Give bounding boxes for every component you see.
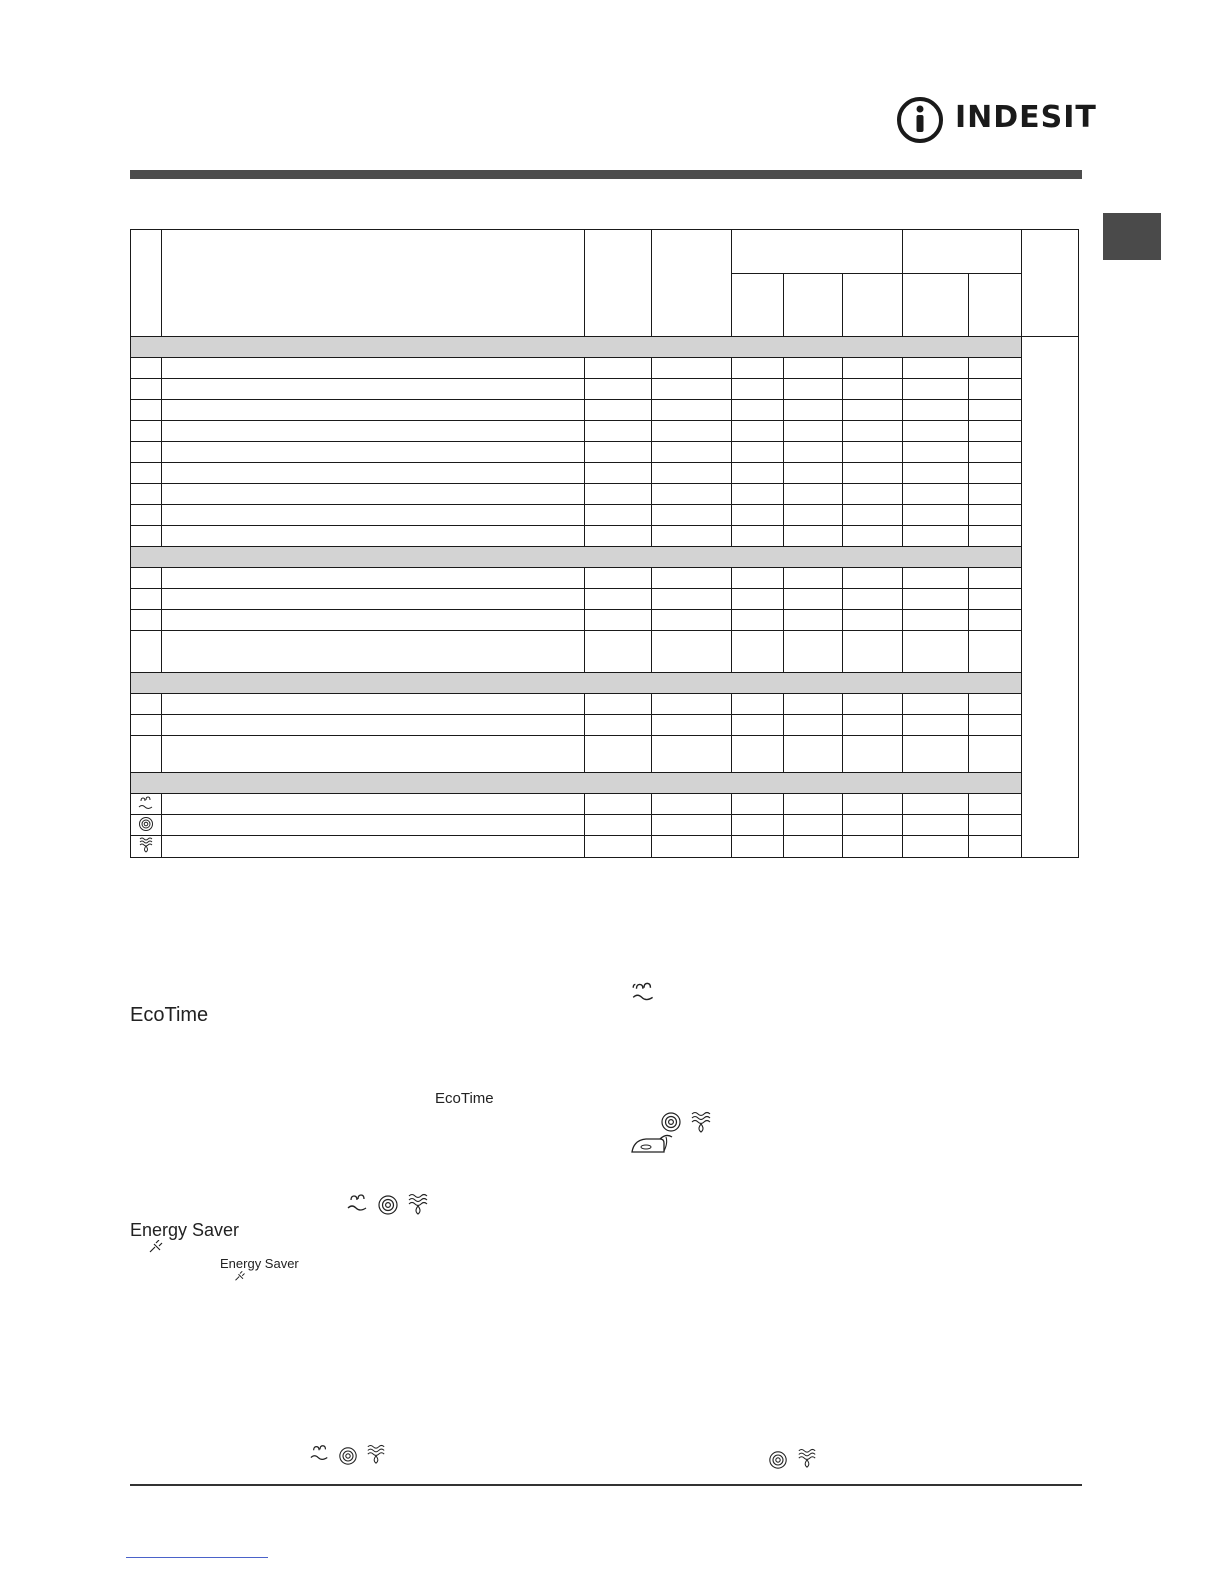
drain-icon [407,1192,429,1223]
table-cell [968,836,1021,858]
table-row [131,379,1079,400]
drain-icon [690,1110,712,1141]
plug-icon [148,1240,164,1254]
table-cell [783,568,842,589]
rinse-icon [308,1443,332,1468]
table-cell [162,815,585,836]
table-cell [585,794,651,815]
table-cell [968,442,1021,463]
table-row [131,421,1079,442]
table-cell [968,736,1021,773]
table-cell [651,694,731,715]
table-cell [783,589,842,610]
table-cell [162,421,585,442]
table-cell [585,358,651,379]
table-cell [783,379,842,400]
table-cell [651,836,731,858]
table-cell [968,794,1021,815]
table-cell [162,589,585,610]
table-cell [968,505,1021,526]
header-cell [131,230,162,337]
table-cell [162,794,585,815]
table-cell [968,358,1021,379]
table-cell [585,568,651,589]
section-band [131,673,1022,694]
table-cell [131,568,162,589]
table-row [131,794,1079,815]
indesit-logo [895,96,1097,144]
table-cell [131,421,162,442]
spin-icon [338,1446,358,1471]
table-cell [651,589,731,610]
table-cell [968,421,1021,442]
table-cell [902,421,968,442]
table-cell [585,526,651,547]
header-cell [902,274,968,337]
table-cell [651,400,731,421]
table-header-row [131,230,1079,274]
table-cell [131,484,162,505]
table-row [131,736,1079,773]
section-band [131,337,1022,358]
table-cell [131,400,162,421]
header-cell [162,230,585,337]
eco-time-label: EcoTime [435,1090,494,1107]
eco-time-logo [130,1004,208,1027]
table-cell [162,463,585,484]
table-cell [131,610,162,631]
table-cell [731,484,783,505]
table-cell [131,442,162,463]
table-cell [968,610,1021,631]
table-cell [783,358,842,379]
table-cell [585,815,651,836]
table-cell [731,526,783,547]
table-row [131,358,1079,379]
energy-saver-logo-inline [220,1256,299,1271]
table-cell [731,358,783,379]
table-cell [842,442,902,463]
table-cell [783,421,842,442]
table-cell [651,568,731,589]
table-cell [842,463,902,484]
energy-saver-label: Energy Saver [130,1220,240,1240]
table-row [131,505,1079,526]
table-cell [131,589,162,610]
table-cell [731,815,783,836]
table-cell [731,610,783,631]
table-cell [651,610,731,631]
table-cell [651,421,731,442]
header-group-cell [731,230,902,274]
table-cell [783,715,842,736]
table-cell [902,379,968,400]
table-cell [902,568,968,589]
header-cell [1021,230,1078,337]
table-row [131,815,1079,836]
table-cell [783,505,842,526]
table-row [131,694,1079,715]
table-cell [842,379,902,400]
section-band [131,547,1022,568]
table-cell [783,484,842,505]
table-cell [902,400,968,421]
table-cell [651,442,731,463]
table-cell [131,526,162,547]
table-cell [651,526,731,547]
energy-saver-label: Energy Saver [220,1256,299,1271]
table-cell [902,736,968,773]
table-cell [585,379,651,400]
table-cell [783,794,842,815]
table-cell [162,526,585,547]
table-cell [902,610,968,631]
table-cell [842,736,902,773]
table-cell [162,715,585,736]
table-cell [731,694,783,715]
table-cell [968,715,1021,736]
table-cell [902,589,968,610]
table-cell [585,715,651,736]
table-cell [968,694,1021,715]
table-cell [731,589,783,610]
table-cell [902,442,968,463]
table-cell [731,400,783,421]
table-cell [783,463,842,484]
table-cell [842,589,902,610]
table-cell [968,484,1021,505]
table-row [131,484,1079,505]
table-cell [968,379,1021,400]
header-cell [783,274,842,337]
table-row [131,589,1079,610]
table-row [131,463,1079,484]
table-cell [585,484,651,505]
table-cell [585,610,651,631]
table-cell [585,442,651,463]
section-band-row [131,337,1079,358]
table-cell [651,815,731,836]
table-cell [585,631,651,673]
table-cell [902,505,968,526]
table-cell [783,610,842,631]
table-cell [585,694,651,715]
table-cell [731,631,783,673]
section-band [131,773,1022,794]
table-cell [783,526,842,547]
table-cell [731,794,783,815]
table-cell [162,505,585,526]
table-cell [783,836,842,858]
table-cell [968,568,1021,589]
spin-icon [377,1194,399,1221]
iron-icon [630,1130,674,1161]
drain-icon [797,1447,817,1476]
table-cell [968,400,1021,421]
table-cell [651,463,731,484]
table-row [131,568,1079,589]
spin-icon [768,1450,788,1475]
table-cell [731,442,783,463]
table-cell [651,736,731,773]
table-cell [968,463,1021,484]
spin-icon [131,815,162,836]
table-row [131,526,1079,547]
table-cell [131,463,162,484]
rinse-icon [630,980,658,1009]
table-cell [162,736,585,773]
table-cell [968,526,1021,547]
table-cell [842,568,902,589]
table-cell [902,836,968,858]
table-cell [651,715,731,736]
header-cell [651,230,731,337]
table-cell [585,836,651,858]
brand-name: INDESIT [955,100,1097,135]
table-cell [968,589,1021,610]
eco-time-label: EcoTime [130,1004,209,1026]
header-cell [585,230,651,337]
header-cell [842,274,902,337]
table-row [131,836,1079,858]
table-cell [131,505,162,526]
table-cell [842,505,902,526]
table-cell [731,421,783,442]
table-cell [162,631,585,673]
table-cell [162,442,585,463]
table-cell [131,736,162,773]
table-cell [651,358,731,379]
table-row [131,715,1079,736]
table-cell [902,694,968,715]
table-cell [131,379,162,400]
table-cell [783,736,842,773]
table-cell [902,794,968,815]
table-cell [651,484,731,505]
table-cell [902,526,968,547]
header-cell [968,274,1021,337]
table-cell [651,505,731,526]
language-tab [1103,213,1161,260]
table-cell [842,421,902,442]
footer-link-underline[interactable] [126,1557,268,1558]
table-cell [162,568,585,589]
table-cell [902,484,968,505]
table-cell [585,589,651,610]
table-cell [585,463,651,484]
header-rule [130,170,1082,179]
section-band-row [131,547,1079,568]
drain-icon [131,836,162,858]
table-cell [783,400,842,421]
table-cell [162,358,585,379]
table-cell [131,358,162,379]
table-cell [585,736,651,773]
section-band-row [131,773,1079,794]
programme-table [130,229,1079,858]
table-cell [783,694,842,715]
table-cell [902,631,968,673]
table-cell [842,526,902,547]
table-cell [902,715,968,736]
table-cell [162,836,585,858]
table-row [131,631,1079,673]
table-cell [783,631,842,673]
drain-icon [366,1443,386,1472]
eco-time-logo-inline [435,1090,494,1107]
table-cell [731,505,783,526]
plug-icon [234,1271,246,1282]
table-cell [842,484,902,505]
table-cell [585,400,651,421]
table-cell [902,815,968,836]
indesit-logo-mark-icon [895,96,947,144]
table-cell [842,400,902,421]
table-cell [131,694,162,715]
table-cell [731,736,783,773]
table-cell [842,715,902,736]
table-cell [842,836,902,858]
table-cell [968,631,1021,673]
table-cell [902,358,968,379]
header-group-cell [902,230,1021,274]
rinse-icon [131,794,162,815]
table-cell [585,421,651,442]
table-cell [842,631,902,673]
table-cell [162,379,585,400]
table-cell [783,815,842,836]
table-cell [842,794,902,815]
header-cell [731,274,783,337]
table-cell [162,400,585,421]
table-cell [162,484,585,505]
table-cell [842,815,902,836]
table-cell [731,568,783,589]
table-cell [902,463,968,484]
table-cell [162,610,585,631]
energy-saver-logo [130,1220,239,1241]
table-cell [131,631,162,673]
footer-rule [130,1484,1082,1486]
section-band-row [131,673,1079,694]
table-cell [731,463,783,484]
notes-column-cell [1021,337,1078,858]
table-row [131,610,1079,631]
table-cell [783,442,842,463]
table-cell [162,694,585,715]
table-cell [585,505,651,526]
table-cell [842,610,902,631]
table-cell [731,715,783,736]
rinse-icon [345,1192,371,1219]
table-cell [651,794,731,815]
table-cell [731,379,783,400]
table-cell [842,358,902,379]
table-cell [968,815,1021,836]
table-row [131,400,1079,421]
table-cell [842,694,902,715]
table-cell [651,631,731,673]
table-cell [731,836,783,858]
table-cell [651,379,731,400]
table-row [131,442,1079,463]
table-cell [131,715,162,736]
